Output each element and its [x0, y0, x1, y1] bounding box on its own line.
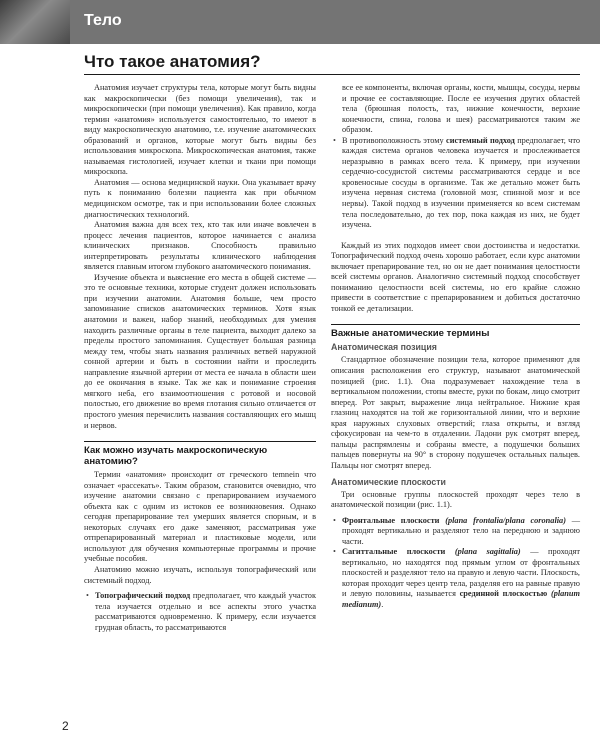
subheading: Анатомические плоскости: [331, 476, 446, 487]
list-item-text: .: [381, 599, 384, 609]
list-item-continuation: [331, 83, 580, 136]
latin-term: (planum medianum): [342, 589, 580, 609]
latin-term: (plana frontalia/plana coronalia): [445, 515, 566, 525]
latin-term: (plana sagittalia): [454, 547, 521, 557]
paragraph: все ее компоненты, включая органы, кости, мышцы, сосуды, нервы и прочие ее составляющие. После ее изучения других областей тела (брюшная полость, таз, нижние конечности, верхние конечности, спина, голова и шея) рассматриваются таким же образом.: [342, 83, 580, 135]
section-heading: Как можно изучать макроскопическую анатомию?: [84, 441, 316, 467]
right-column: [331, 83, 580, 611]
paragraph: Анатомия — основа медицинской науки. Она указывает врачу путь к пониманию болезни пациента как при обычном медицинском осмотре, так и при использовании более сложных диагностических технологий.: [84, 177, 316, 219]
bullet-icon: •: [333, 515, 336, 525]
term: системный подход: [446, 135, 515, 145]
bullet-icon: •: [86, 591, 89, 601]
list-item: [331, 547, 580, 610]
paragraph: Термин «анатомия» происходит от греческого temnein что означает «рассекать». Таким образом, становится очевидно, что изучение анатомии связано с препарированием изучаемого объекта как с одним из истоков ее возникновения. Однако сегодня препарирование тел умерших является спорным, и в некоторых случаях его даже заменяют, рассматривая уже отпрепарированный материал и пластиковые модели, или используют для обучения компьютерные программы и прочие учебные пособия.: [84, 470, 316, 564]
list-item: [331, 136, 580, 231]
term: Сагиттальные плоскости: [342, 547, 446, 557]
term: срединной плоскостью: [459, 589, 548, 599]
term: Фронтальные плоскости: [342, 515, 440, 525]
chapter-title: Тело: [84, 12, 122, 29]
list-item-text: — проходят вертикально и разделяют тело на переднюю и заднюю части.: [342, 515, 581, 546]
left-column: [84, 83, 316, 633]
list-item-text: предполагает, что каждый участок тела изучается отдельно и все аспекты этого участка рассматриваются одновременно. К примеру, если изучается грудная область, то рассматриваются: [95, 591, 316, 632]
list-item-text: — проходят вертикально, но находятся под прямым углом от фронтальных плоскостей и разделяют тело на правую и левую части. Плоскость, которая проходит через центр тела, разделяя его на равные правую и левую половины, называется: [342, 547, 580, 599]
term: Топографический подход: [95, 591, 191, 601]
paragraph: Стандартное обозначение позиции тела, которое применяют для описания расположения его структур, называют анатомической позицией (рис. 1.1). Она подразумевает нахождение тела в вертикальном положении, стопы вместе, руки по бокам, лицо смотрит вперед. Рот закрыт, выражение лица нейтральное. Нижние края глазниц находятся на той же горизонтальной линии, что и верхние края наружных слуховых отверстий; глаза открыты, и взгляд сфокусирован на чем-то в отдалении. Ладони рук смотрят вперед, пальцы распрямлены и собраны вместе, а подушечки больших пальцев повернуты на 90° в сторону подушечек остальных пальцев. Пальцы ног смотрят вперед.: [331, 355, 580, 470]
paragraph: Каждый из этих подходов имеет свои достоинства и недостатки. Топографический подход очень хорошо работает, если курс анатомии включает препарирование тел, но он не дает понимания целостности всей системы органов. Аналогично системный подход способствует пониманию целостности всей системы, но его крайне сложно привести в соответствие с препарированием и добиться достаточно тонкой ее детализации.: [331, 240, 580, 313]
paragraph: Анатомию можно изучать, используя топографический или системный подход.: [84, 564, 316, 585]
list-item: [331, 516, 580, 548]
title-divider: [84, 74, 580, 75]
bullet-icon: •: [333, 547, 336, 557]
page-title: Что такое анатомия?: [84, 52, 261, 71]
list-item-text: В противоположность этому: [342, 135, 447, 145]
header-thumbnail-image: [0, 0, 70, 44]
section-heading: Важные анатомические термины: [331, 324, 580, 339]
bullet-icon: •: [333, 135, 336, 145]
list-item: [84, 591, 316, 633]
paragraph: Анатомия изучает структуры тела, которые могут быть видны как макроскопически (без помощи увеличения), так и микроскопически (при помощи увеличения). Как правило, когда термин «анатомия» используется самостоятельно, то имеют в виду макроскопическую анатомию, т.е. изучение анатомических образований и органов, которые могут быть видны без использования микроскопа. Микроскопическая анатомия, также называемая гистологией, изучает клетки и ткани при помощи микроскопа.: [84, 83, 316, 177]
list-item-text: предполагает, что каждая система органов человека изучается и прослеживается неразрывно в рамках всего тела. К примеру, при изучении сердечно-сосудистой системы рассматриваются сердце и все кровеносные сосуды в организме. Так же детально может быть изучена нервная система (головной мозг, спинной мозг и все нервы). Такой подход в изучении применяется ко всем системам тела последовательно, до тех пор, пока каждая из них, не будет изучена.: [342, 135, 580, 230]
subheading: Анатомическая позиция: [331, 342, 437, 353]
page-number: 2: [62, 719, 69, 733]
chapter-header-bar: [0, 0, 600, 44]
paragraph: Три основные группы плоскостей проходят через тело в анатомической позиции (рис. 1.1).: [331, 489, 580, 510]
paragraph: Изучение объекта и выяснение его места в общей системе — это те основные техники, которые студент должен использовать при изучении анатомии. Анатомия больше, чем просто запоминание списков анатомических терминов. Хотя язык анатомии и важен, набор знаний, необходимых для умения находить различные органы в теле пациента, выходит далеко за пределы простого запоминания. Существует большая разница между тем, чтобы знать названия различных ветвей наружной сонной артерии и быть в состоянии найти и проследить направление язычной артерии от места ее начала в области шеи до ее окончания в языке. Так же как и понимание строения мягкого неба, его взаимоотношения с ротовой и носовой полостью, его движение во время глотания сильно отличается от простого умения перечислить названия составляющих его мышц и нервов.: [84, 272, 316, 430]
paragraph: Анатомия важна для всех тех, кто так или иначе вовлечен в процесс лечения пациентов, которое начинается с анализа клинических признаков. Способность правильно интерпретировать результаты клинического наблюдения является главным итогом глубокого анатомического понимания.: [84, 220, 316, 272]
